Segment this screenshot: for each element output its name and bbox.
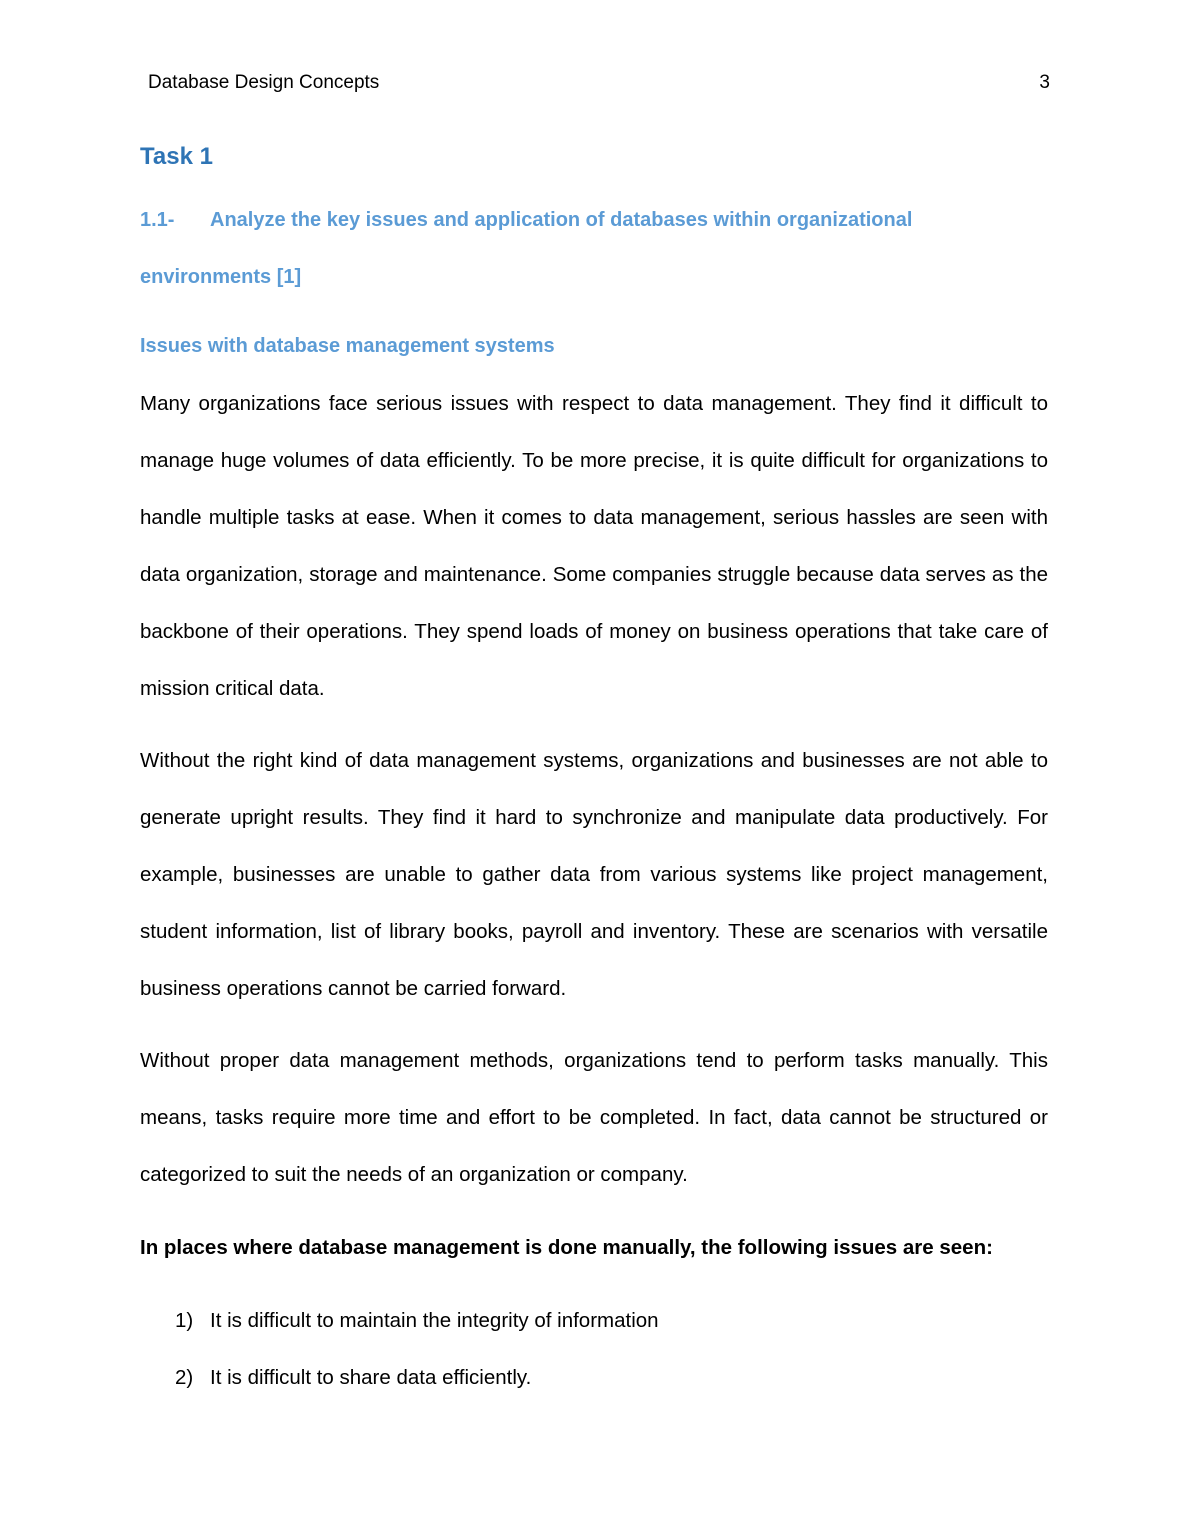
paragraph-1: Many organizations face serious issues with respect to data management. They find it difficult to manage huge volumes of data efficiently. To be more precise, it is quite difficult for organizations to handle multiple tasks at ease. When it comes to data management, serious hassles are seen with data organization, storage and maintenance. Some companies struggle because data serves as the backbone of their operations. They spend loads of money on business operations that take care of mission critical data. — [140, 392, 1048, 700]
section-title-line1: Analyze the key issues and application of databases within organizational — [210, 209, 913, 231]
list-item — [140, 1349, 1048, 1406]
subsection-heading: Issues with database management systems — [140, 335, 555, 357]
list-marker: 1) — [175, 1309, 194, 1332]
page-number: 3 — [1039, 72, 1050, 93]
section-title-line2: environments [1] — [140, 266, 302, 288]
section-heading — [140, 192, 1048, 306]
paragraph-3: Without proper data management methods, organizations tend to perform tasks manually. This means, tasks require more time and effort to be completed. In fact, data cannot be structured or categorized to suit the needs of an organization or company. — [140, 1049, 1048, 1186]
list-item — [140, 1292, 1048, 1349]
page-content — [140, 140, 1048, 1406]
list-marker: 2) — [175, 1366, 194, 1389]
running-header-title: Database Design Concepts — [148, 72, 380, 93]
section-number: 1.1- — [140, 209, 175, 231]
list-item-text: It is difficult to share data efficiently. — [210, 1366, 532, 1389]
list-item-text: It is difficult to maintain the integrity of information — [210, 1309, 659, 1332]
task-title: Task 1 — [140, 143, 213, 170]
issues-list — [140, 1292, 1048, 1406]
paragraph-2: Without the right kind of data management systems, organizations and businesses are not able to generate upright results. They find it hard to synchronize and manipulate data productively. For example, businesses are unable to gather data from various systems like project management, student information, list of library books, payroll and inventory. These are scenarios with versatile business operations cannot be carried forward. — [140, 749, 1048, 1000]
issues-lead: In places where database management is done manually, the following issues are seen: — [140, 1236, 993, 1259]
